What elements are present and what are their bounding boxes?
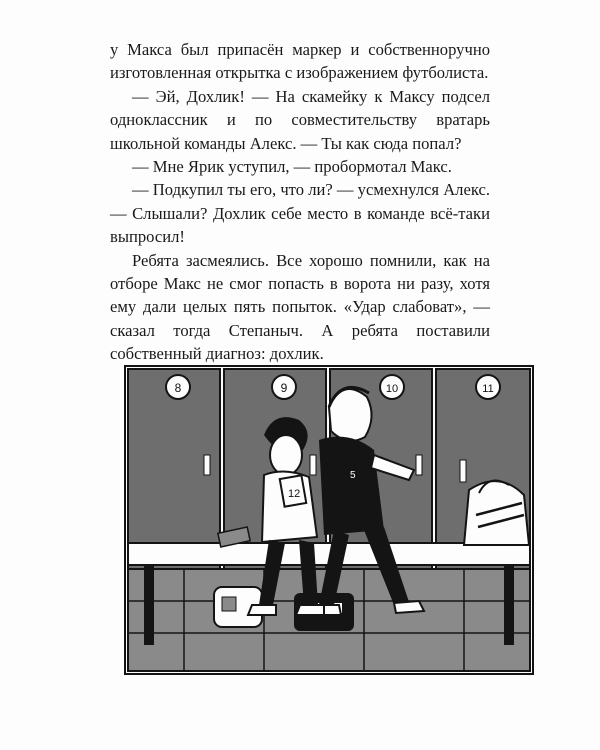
locker-number-9: 9: [280, 381, 288, 395]
illustration: [124, 365, 534, 675]
paragraph-dialogue-alex-2: — Подкупил ты его, что ли? — усмехнулся Алекс. — Слышали? Дохлик себе место в команде всё-таки выпросил!: [110, 180, 490, 247]
locker-number-10: 10: [385, 383, 399, 395]
backpack: [464, 481, 529, 546]
paragraph-continuation: у Макса был припасён маркер и собственноручно изготовленная открытка с изображением футболиста.: [110, 40, 490, 83]
jersey-number: 5: [350, 470, 356, 481]
paragraph-narration: Ребята засмеялись. Все хорошо помнили, как на отборе Макс не смог попасть в ворота ни разу, хотя ему дали целых пять попыток. «Удар слабоват», — сказал тогда Степаныч. А ребята поставили собственный диагноз: дохлик.: [110, 250, 490, 364]
paragraph-dialogue-alex: — Эй, Дохлик! — На скамейку к Максу подсел одноклассник и по совместительству вратарь школьной команды Алекс. — Ты как сюда попал?: [110, 86, 490, 153]
locker-room-drawing: [124, 365, 534, 675]
locker-number-11: 11: [482, 383, 494, 395]
paragraph-dialogue-max: — Мне Ярик уступил, — пробормотал Макс.: [132, 157, 452, 177]
locker-number-8: 8: [174, 381, 182, 395]
story-text: [110, 38, 490, 366]
card-number: 12: [288, 488, 301, 500]
